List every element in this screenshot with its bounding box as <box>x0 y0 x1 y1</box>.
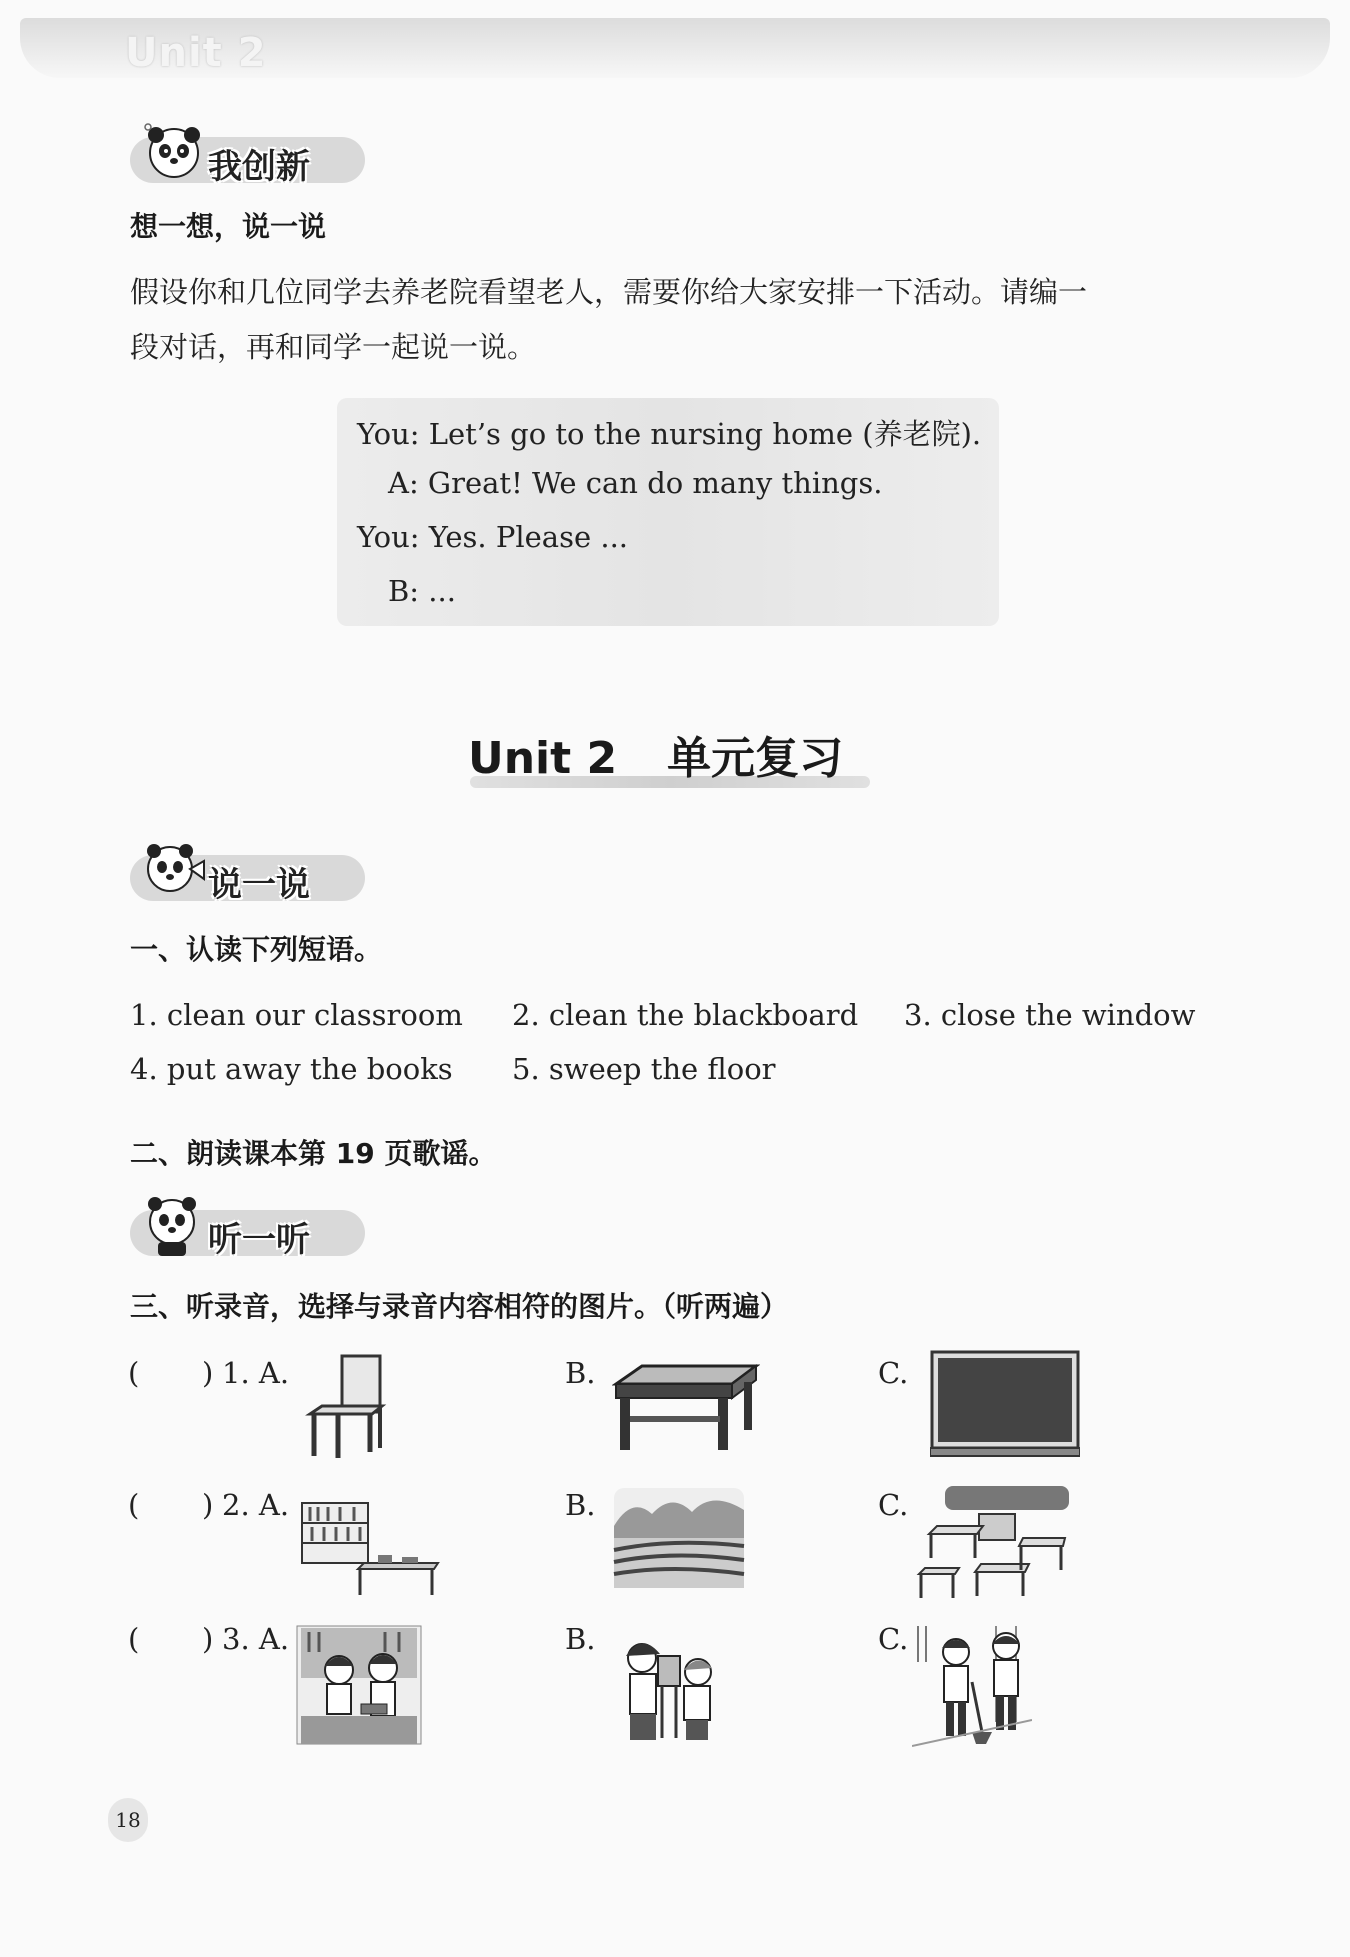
question-number: 3. A. <box>222 1622 290 1656</box>
subtitle-think-say: 想一想，说一说 <box>130 210 327 243</box>
phrase-item: 3. close the window <box>904 998 1196 1032</box>
option-label-c: C. <box>878 1356 909 1390</box>
answer-paren-open: ( <box>128 1356 140 1390</box>
option-label-c: C. <box>878 1622 909 1656</box>
unit-title-en: Unit 2 <box>468 733 618 784</box>
dialogue-line: A: Great! We can do many things. <box>388 466 883 500</box>
section-header-innovate <box>130 137 365 187</box>
desk-picture[interactable] <box>612 1360 760 1456</box>
answer-paren-open: ( <box>128 1622 140 1656</box>
phrase-item: 1. clean our classroom <box>130 998 463 1032</box>
section-title: 听一听 <box>208 1220 310 1260</box>
panda-icon <box>142 1194 206 1258</box>
question-1-title: 一、认读下列短语。 <box>130 933 383 966</box>
sweeping-floor-picture[interactable] <box>912 1622 1032 1750</box>
instruction-line-1: 假设你和几位同学去养老院看望老人，需要你给大家安排一下活动。请编一 <box>130 275 1088 309</box>
chair-picture[interactable] <box>300 1352 390 1462</box>
unit-tag: Unit 2 <box>125 30 267 76</box>
putting-away-books-picture[interactable] <box>295 1624 423 1748</box>
cleaning-desk-picture[interactable] <box>612 1628 726 1748</box>
question-number: 1. A. <box>222 1356 290 1390</box>
section-header-listen <box>130 1210 365 1260</box>
dialogue-line: You: Let’s go to the nursing home (养老院). <box>357 417 982 451</box>
classroom-picture[interactable] <box>915 1484 1071 1602</box>
section-header-speak <box>130 855 365 905</box>
question-number: 2. A. <box>222 1488 290 1522</box>
option-label-b: B. <box>565 1622 596 1656</box>
answer-paren-close: ) <box>202 1488 214 1522</box>
phrase-item: 4. put away the books <box>130 1052 453 1086</box>
phrase-item: 5. sweep the floor <box>512 1052 776 1086</box>
option-label-b: B. <box>565 1356 596 1390</box>
panda-icon <box>142 121 206 185</box>
blackboard-picture[interactable] <box>930 1350 1080 1458</box>
dialogue-line: You: Yes. Please ... <box>357 520 629 554</box>
unit-review-title <box>468 722 843 786</box>
dialogue-line: B: ... <box>388 574 456 608</box>
unit-title-cn: 单元复习 <box>667 733 844 784</box>
question-3-title: 三、听录音，选择与录音内容相符的图片。（听两遍） <box>130 1290 789 1323</box>
section-title: 我创新 <box>208 147 310 187</box>
question-2-title: 二、朗读课本第 19 页歌谣。 <box>130 1137 497 1170</box>
instruction-line-2: 段对话，再和同学一起说一说。 <box>130 330 537 364</box>
playground-picture[interactable] <box>612 1486 746 1592</box>
library-picture[interactable] <box>298 1497 440 1597</box>
panda-icon <box>142 839 206 903</box>
phrase-item: 2. clean the blackboard <box>512 998 859 1032</box>
answer-paren-close: ) <box>202 1622 214 1656</box>
option-label-c: C. <box>878 1488 909 1522</box>
section-title: 说一说 <box>208 865 310 905</box>
answer-paren-open: ( <box>128 1488 140 1522</box>
answer-paren-close: ) <box>202 1356 214 1390</box>
option-label-b: B. <box>565 1488 596 1522</box>
page-number: 18 <box>108 1798 148 1842</box>
